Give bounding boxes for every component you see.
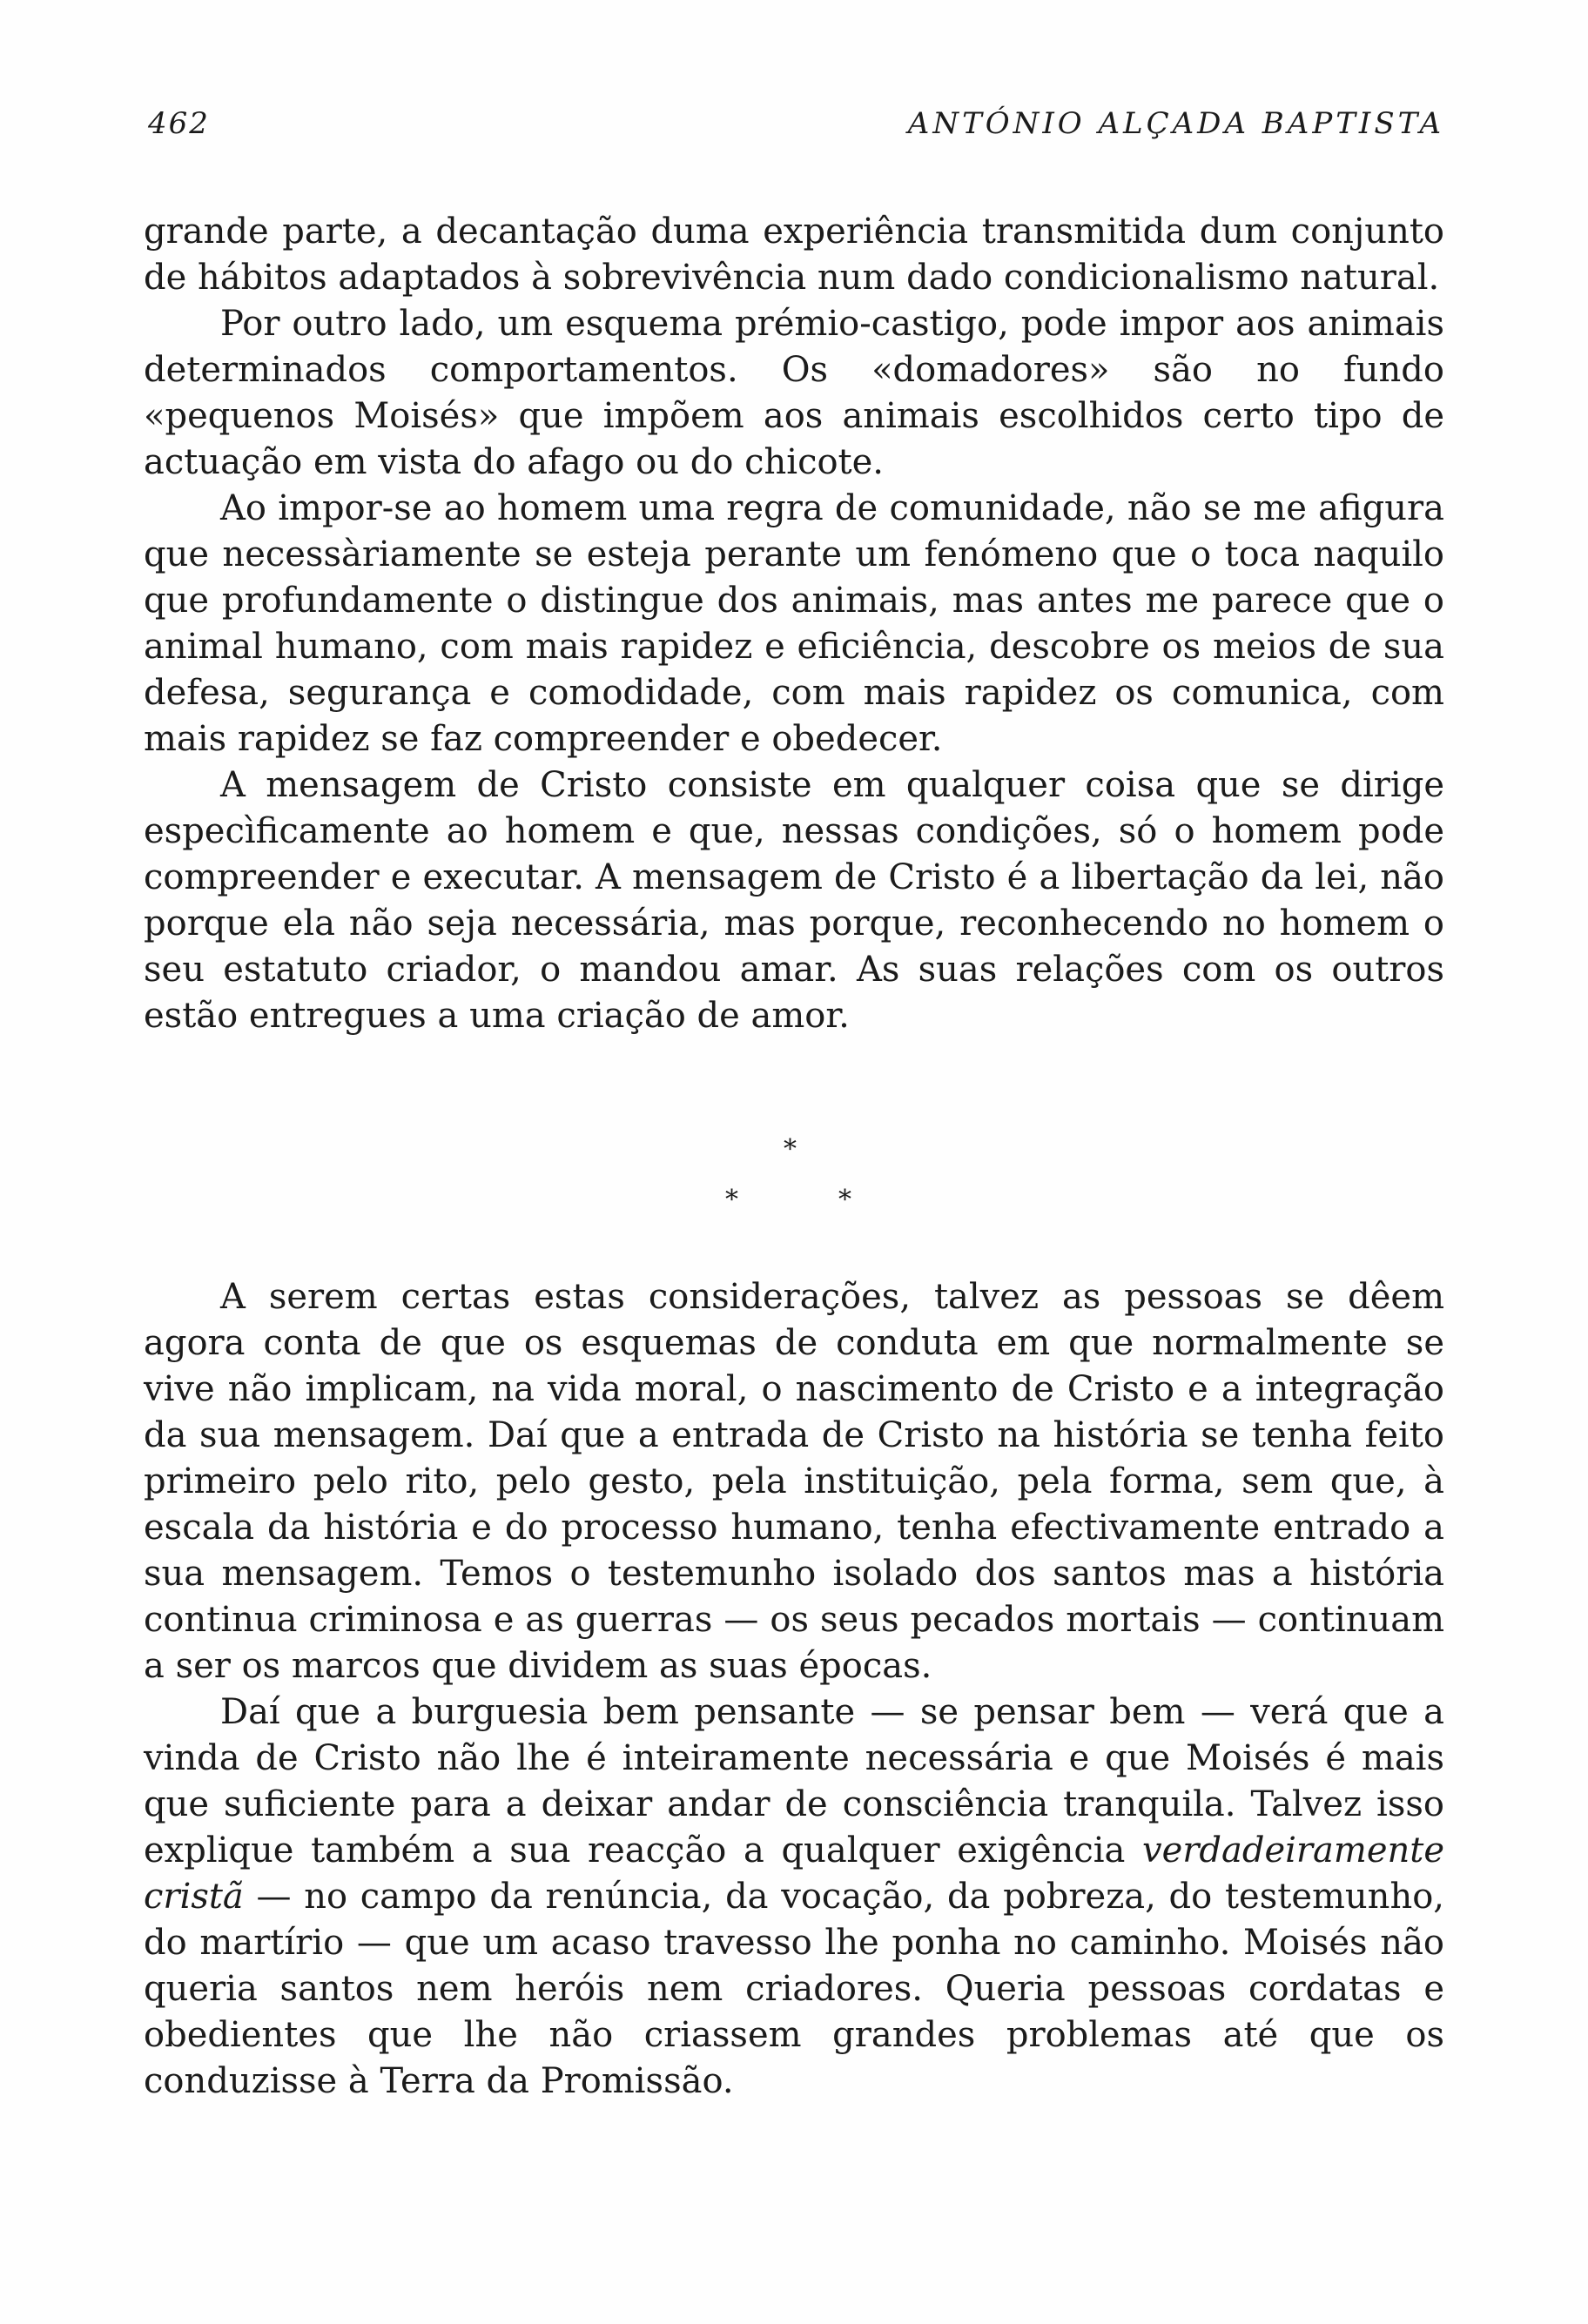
paragraph-text: — no campo da renúncia, da vocação, da pobreza, do testemunho, do martírio — que um acaso travesso lhe ponha no caminho. Moisés não queria santos nem heróis nem criadores. Queria pessoas cordatas e obedientes que lhe não criassem grandes problemas até que os conduzisse à Terra da Promissão. [144,1877,1444,2101]
page-number: 462 [148,106,210,141]
paragraph: grande parte, a decantação duma experiência transmitida dum conjunto de hábitos adaptados à sobrevivência num dado condicionalismo natural. [144,212,1444,298]
emphasis-text: verdadeiramente cristã [144,1830,1444,1917]
paragraph [144,1689,1444,2105]
separator-star: * [725,1185,738,1215]
page-body [144,209,1444,2105]
paragraph: A serem certas estas considerações, talvez as pessoas se dêem agora conta de que os esquemas de conduta em que normalmente se vive não implicam, na vida moral, o nascimento de Cristo e a integração da sua mensagem. Daí que a entrada de Cristo na história se tenha feito primeiro pelo rito, pelo gesto, pela instituição, pela forma, sem que, à escala da história e do processo humano, tenha efectivamente entrado a sua mensagem. Temos o testemunho isolado dos santos mas a história continua criminosa e as guerras — os seus pecados mortais — continuam a ser os marcos que dividem as suas épocas. [144,1277,1444,1686]
separator-star: * [784,1134,797,1165]
section-separator [144,1039,1444,1274]
paragraph-text: Daí que a burguesia bem pensante — se pensar bem — verá que a vinda de Cristo não lhe é inteiramente necessária e que Moisés é mais que suficiente para a deixar andar de consciência tranquila. Talvez isso explique também a sua reacção a qualquer exigência [144,1692,1444,1871]
page-header [148,106,1444,150]
paragraph: Por outro lado, um esquema prémio-castigo, pode impor aos animais determinados comportamentos. Os «domadores» são no fundo «pequenos Moisés» que impõem aos animais escolhidos certo tipo de actuação em vista do afago ou do chicote. [144,304,1444,482]
paragraph: A mensagem de Cristo consiste em qualquer coisa que se dirige especìficamente ao homem e que, nessas condições, só o homem pode compreender e executar. A mensagem de Cristo é a libertação da lei, não porque ela não seja necessária, mas porque, reconhecendo no homem o seu estatuto criador, o mandou amar. As suas relações com os outros estão entregues a uma criação de amor. [144,765,1444,1036]
separator-star: * [838,1185,851,1215]
paragraph: Ao impor-se ao homem uma regra de comunidade, não se me afigura que necessàriamente se esteja perante um fenómeno que o toca naquilo que profundamente o distingue dos animais, mas antes me parece que o animal humano, com mais rapidez e eficiência, descobre os meios de sua defesa, segurança e comodidade, com mais rapidez os comunica, com mais rapidez se faz compreender e obedecer. [144,488,1444,759]
running-title: ANTÓNIO ALÇADA BAPTISTA [907,106,1444,141]
section-two [144,1274,1444,2105]
